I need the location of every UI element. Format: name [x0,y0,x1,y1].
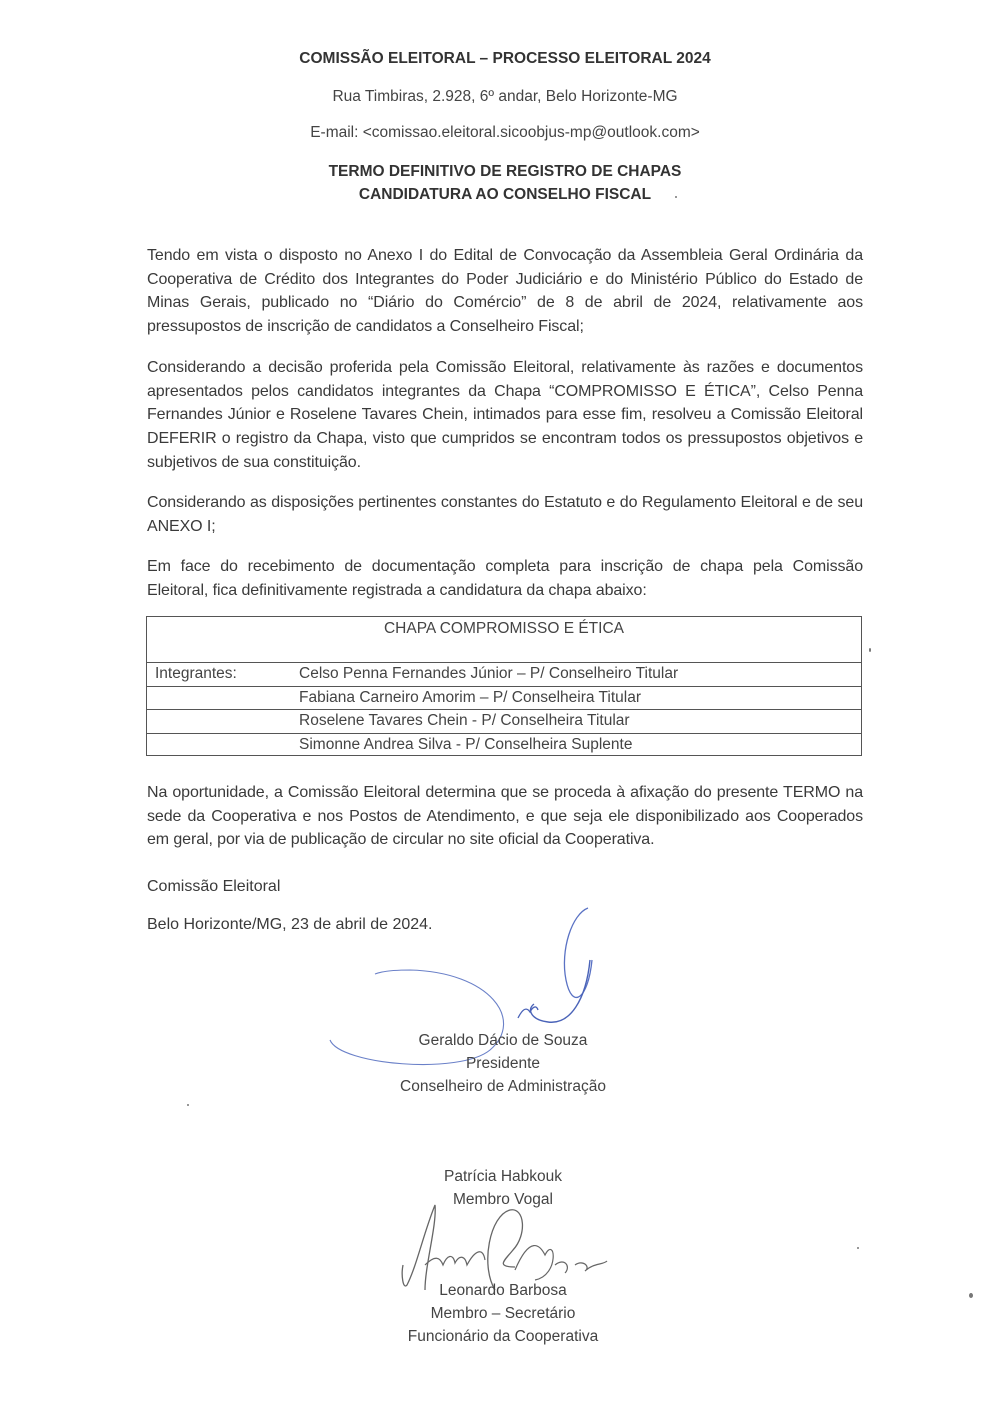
signatory-name: Patrícia Habkouk [443,1168,563,1185]
signatory-role: Conselheiro de Administração [400,1078,606,1095]
signatory-role: Membro Vogal [453,1191,553,1208]
signatory-name: Geraldo Dácio de Souza [418,1032,588,1049]
address: Rua Timbiras, 2.928, 6º andar, Belo Horizonte-MG [332,88,678,105]
scan-mark [969,1293,973,1298]
paragraph-3: Considerando as disposições pertinentes constantes do Estatuto e do Regulamento Eleitoral e de seu ANEXO I; [147,494,863,535]
table-row [147,733,861,757]
members-label: Integrantes: [155,665,237,682]
signatory-name: Leonardo Barbosa [439,1282,567,1299]
paragraph-1: Tendo em vista o disposto no Anexo I do Edital de Convocação da Assembleia Geral Ordinária da Cooperativa de Crédito dos Integrantes do Poder Judiciário e do Ministério Público do Estado de Minas Gerais, publicado no “Diário do Comércio” de 8 de abril de 2024, relativamente aos pressupostos de inscrição de candidatos a Conselheiro Fiscal; [147,247,863,336]
table-row [147,709,861,733]
paragraph-2: Considerando a decisão proferida pela Comissão Eleitoral, relativamente às razões e documentos apresentados pelos candidatos integrantes da Chapa “COMPROMISSO E ÉTICA”, Celso Penna Fernandes Júnior e Roselene Tavares Chein, intimados para esse fim, resolveu a Comissão Eleitoral DEFERIR o registro da Chapa, visto que cumpridos se encontram todos os pressupostos objetivos e subjetivos de sua constituição. [147,359,863,471]
signatory-role: Membro – Secretário [430,1305,576,1322]
chapa-table-title: CHAPA COMPROMISSO E ÉTICA [383,620,624,637]
document-title-line1: TERMO DEFINITIVO DE REGISTRO DE CHAPAS [328,163,682,180]
member-entry: Simonne Andrea Silva - P/ Conselheira Suplente [299,735,633,753]
member-entry: Roselene Tavares Chein - P/ Conselheira Titular [299,712,630,729]
signatory-role: Presidente [465,1055,541,1072]
place-date: Belo Horizonte/MG, 23 de abril de 2024. [147,916,433,933]
table-row [147,686,861,710]
scan-mark [187,1104,189,1106]
signatory-role: Funcionário da Cooperativa [407,1328,599,1345]
email-line: E-mail: <comissao.eleitoral.sicoobjus-mp@outlook.com> [310,124,700,141]
scan-mark [869,648,871,652]
committee-title: COMISSÃO ELEITORAL – PROCESSO ELEITORAL 2024 [299,50,711,67]
member-entry: Celso Penna Fernandes Júnior – P/ Conselheiro Titular [299,665,679,682]
scan-mark [857,1247,859,1249]
scan-mark [675,196,677,198]
committee-signoff: Comissão Eleitoral [147,878,281,895]
member-entry: Fabiana Carneiro Amorim – P/ Conselheira Titular [299,688,642,706]
chapa-table [146,616,862,756]
table-row [147,662,861,686]
paragraph-5: Na oportunidade, a Comissão Eleitoral determina que se proceda à afixação do presente TERMO na sede da Cooperativa e nos Postos de Atendimento, e que seja ele disponibilizado aos Cooperados em geral, por via de publicação de circular no site oficial da Cooperativa. [147,784,863,849]
document-title-line2: CANDIDATURA AO CONSELHO FISCAL [358,186,652,203]
paragraph-4: Em face do recebimento de documentação completa para inscrição de chapa pela Comissão Eleitoral, fica definitivamente registrada a candidatura da chapa abaixo: [147,558,863,599]
